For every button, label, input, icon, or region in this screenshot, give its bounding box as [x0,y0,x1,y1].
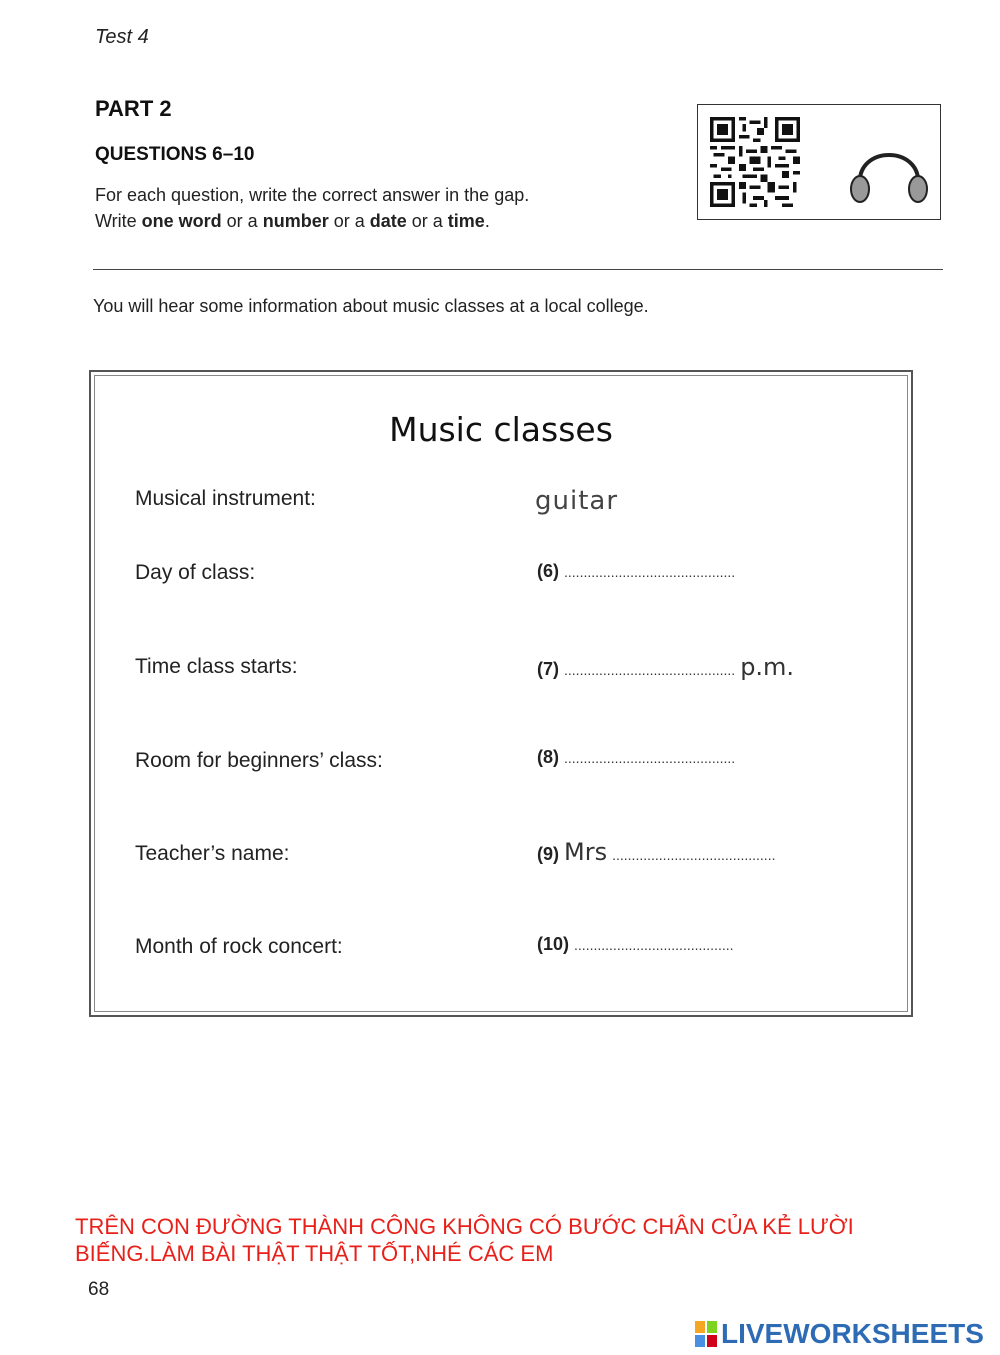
instruction-line-1: For each question, write the correct answer in the gap. [95,185,530,205]
answer-field-9[interactable] [537,838,775,866]
qr-code-icon[interactable] [710,117,800,207]
label-day-of-class: Day of class: [135,561,256,584]
answer-blank-9[interactable]: .......................................... [612,847,776,863]
form-title: Music classes [389,410,613,449]
answer-blank-8[interactable]: ............................................ [564,750,736,766]
label-room-beginners: Room for beginners’ class: [135,749,383,772]
answer-field-6[interactable] [537,561,735,582]
intro-text: You will hear some information about music classes at a local college. [93,296,649,316]
question-number-8: (8) [537,747,559,767]
question-number-7: (7) [537,659,559,679]
part-title: PART 2 [95,96,172,121]
brand-name: LIVEWORKSHEETS [721,1318,984,1349]
liveworksheets-logo-icon [695,1321,717,1347]
answer-field-7[interactable] [537,653,794,681]
label-time-class-starts: Time class starts: [135,655,298,678]
question-number-10: (10) [537,934,570,954]
title-prefix: Mrs [564,838,608,866]
answer-field-10[interactable] [537,934,734,955]
motivation-banner [75,1213,935,1267]
instruction-line-2: Write one word or a number or a date or a time. [95,211,490,231]
banner-line-2: BIẾNG.LÀM BÀI THẬT THẬT TỐT,NHÉ CÁC EM [75,1241,554,1266]
liveworksheets-brand[interactable] [695,1318,984,1350]
section-divider [93,269,943,270]
music-classes-form [89,370,913,1017]
label-month-rock-concert: Month of rock concert: [135,935,343,958]
answer-blank-6[interactable]: ............................................ [564,564,736,580]
answer-musical-instrument: guitar [535,486,619,516]
label-musical-instrument: Musical instrument: [135,487,316,510]
question-number-6: (6) [537,561,559,581]
answer-blank-7[interactable]: ............................................ [564,662,736,678]
audio-box [697,104,941,220]
banner-line-1: TRÊN CON ĐƯỜNG THÀNH CÔNG KHÔNG CÓ BƯỚC CHÂN CỦA KẺ LƯỜI [75,1214,854,1239]
page-number: 68 [88,1279,110,1300]
questions-title: QUESTIONS 6–10 [95,144,255,165]
answer-blank-10[interactable]: ......................................... [574,937,734,953]
headphones-icon [846,129,932,205]
question-number-9: (9) [537,844,559,864]
answer-field-8[interactable] [537,747,735,768]
test-label: Test 4 [95,26,149,48]
label-teachers-name: Teacher’s name: [135,842,290,865]
time-suffix: p.m. [740,653,795,681]
